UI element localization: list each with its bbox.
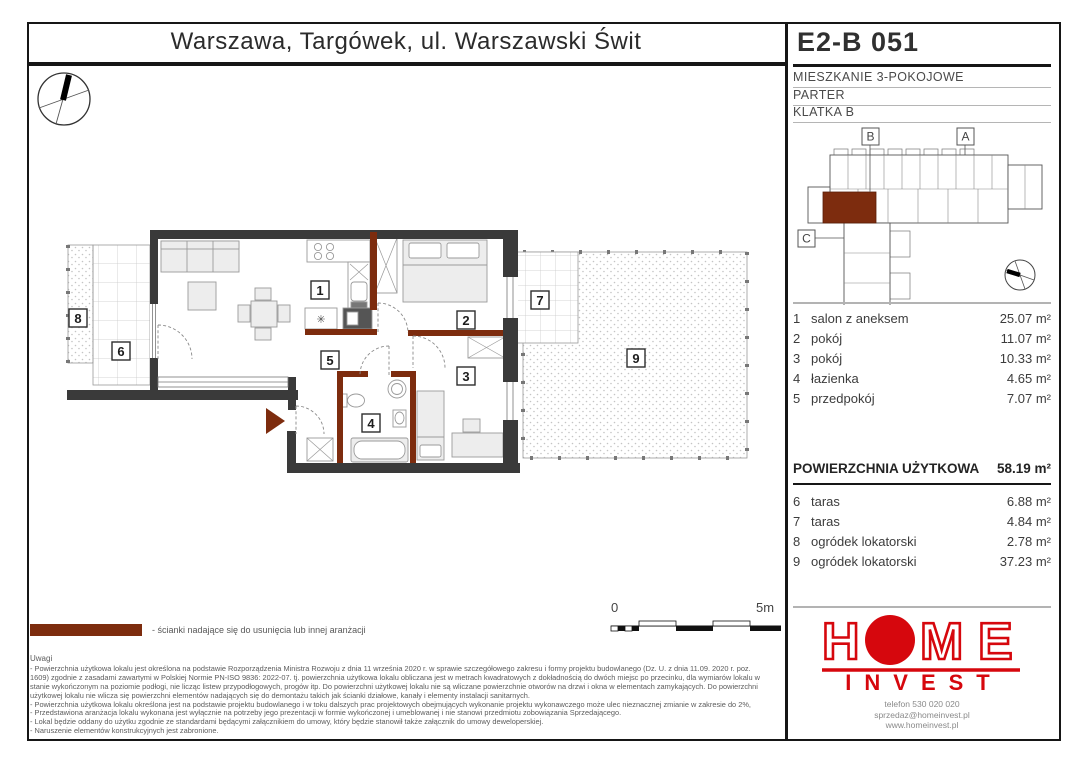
unit-floor: PARTER: [793, 88, 1051, 106]
north-compass-icon: [33, 68, 95, 130]
room-area: 6.88 m²: [1006, 494, 1051, 509]
entry-closet: [307, 438, 333, 461]
total-label: POWIERZCHNIA UŻYTKOWA: [793, 461, 980, 476]
room-no: 9: [793, 554, 801, 569]
page-title: Warszawa, Targówek, ul. Warszawski Świt: [170, 28, 642, 55]
room-label-5: 5: [326, 352, 334, 368]
chair: [463, 419, 480, 432]
room-area: 11.07 m²: [1000, 331, 1051, 346]
note-item: - Lokal będzie oddany do użytku zgodnie ze standardami będącymi załącznikiem do umowy, który będzie stanowił także załącznik do umowy deweloperskiej.: [30, 717, 544, 727]
room-no: 7: [793, 514, 801, 529]
logo-letter-o-circle: [865, 615, 915, 665]
room-label-6: 6: [117, 343, 125, 359]
building-key-plan: [788, 123, 1060, 305]
room-no: 5: [793, 391, 801, 406]
key-plan-compass-icon: [1005, 260, 1035, 290]
outdoor-row: [793, 534, 1051, 549]
room-area: 7.07 m²: [1006, 391, 1051, 406]
room-no: 3: [793, 351, 801, 366]
washing-machine: [388, 380, 406, 398]
floor-plan: [60, 225, 760, 485]
room-no: 8: [793, 534, 801, 549]
room-no: 6: [793, 494, 801, 509]
entrance-arrow: [266, 408, 285, 434]
room-row: [793, 311, 1051, 326]
room-label-8: 8: [74, 310, 82, 326]
logo-letter-h: H: [822, 613, 860, 671]
room-area: 2.78 m²: [1006, 534, 1051, 549]
room-label-1: 1: [316, 282, 324, 298]
dining-table: [251, 301, 277, 327]
marker-c: C: [802, 231, 811, 246]
usable-area-total: [793, 461, 1051, 485]
note-item: - Przedstawiona aranżacja lokalu wykonana jest wyłącznie na potrzeby jego prezentacji w formie wykończonej i umeblowanej i nie stanowi przedmiotu zobowiązania Sprzedającego.: [30, 708, 622, 718]
panel-divider-top: [793, 302, 1051, 304]
brand-contacts: [793, 699, 1051, 731]
room-label-7: 7: [536, 292, 544, 308]
home-invest-logo: [820, 609, 1026, 693]
room-area: 4.84 m²: [1006, 514, 1051, 529]
room-row: [793, 391, 1051, 406]
brand-phone: telefon 530 020 020: [884, 699, 960, 709]
note-item: - Powierzchnia użytkowa lokalu jest określona na podstawie Rozporządzenia Ministra Rozwoju z dnia 11 września 2020 r. w sprawie szczegółowego zakresu i formy projektu budowlanego (Dz. U. z dnia 11.09. 2020 r. poz. 1609) zgodnie z zasadami zawartymi w Polskiej Normie PN-ISO 9836: 2022-07. tj. powierzchnia użytkowa lokalu obliczana jest w metrach kwadratowych z dokładnością do dwóch miejsc po przecinku, dla wymiarów lokalu w stanie wykończonym na poziomie podłogi, nie licząc listew przypodłogowych, progów itp. Do powierzchni użytkowej lokalu nie są wliczane powierzchnie otworów na drzwi i okna w elementach zamykających. Do powierzchni użytkowej lokalu nie wlicza się powierzchni elementów nadających się do demontażu takich jak ścianki działowe, kanały i elementy instalacji sanitarnych.: [30, 663, 760, 700]
legend-text: - ścianki nadające się do usunięcia lub innej aranżacji: [152, 625, 366, 635]
total-value: 58.19 m²: [996, 461, 1051, 476]
outdoor-list: [793, 494, 1051, 574]
room-area: 4.65 m²: [1006, 371, 1051, 386]
logo-invest: INVEST: [845, 670, 1003, 693]
desk: [452, 433, 503, 457]
terrace-6: [93, 245, 150, 385]
room-area: 25.07 m²: [999, 311, 1051, 326]
note-item: - Powierzchnia użytkowa lokalu określona jest na podstawie projektu budowlanego i w toku dalszych prac projektowych obejmujących wykonanie projektu wykonawczego może ulec nieznacznej zmianie w zakresie do 2%,: [30, 699, 751, 709]
marker-b: B: [866, 129, 875, 144]
brand-email: sprzedaz@homeinvest.pl: [874, 709, 970, 720]
room-no: 1: [793, 311, 801, 326]
outdoor-row: [793, 554, 1051, 569]
room-row: [793, 331, 1051, 346]
room-name: pokój: [811, 351, 843, 366]
room-row: [793, 371, 1051, 386]
garden-8: [68, 245, 93, 363]
svg-text:✳: ✳: [316, 314, 326, 326]
scale-bar: [603, 596, 788, 638]
scale-start: 0: [611, 600, 619, 615]
room-name: pokój: [811, 331, 843, 346]
kitchen-sink: [351, 282, 367, 301]
room-name: taras: [811, 494, 840, 509]
room-name: taras: [811, 514, 840, 529]
room-label-3: 3: [462, 368, 470, 384]
room-no: 2: [793, 331, 801, 346]
armchair: [188, 282, 216, 310]
outdoor-row: [793, 494, 1051, 509]
brand-website: www.homeinvest.pl: [885, 720, 959, 730]
room-list: [793, 311, 1051, 411]
panel-divider-bottom: [793, 606, 1051, 608]
logo-letter-e: E: [978, 613, 1013, 671]
key-plan-highlighted-unit: [823, 192, 876, 223]
unit-staircase: KLATKA B: [793, 105, 1051, 123]
room-area: 10.33 m²: [999, 351, 1051, 366]
unit-type: MIESZKANIE 3-POKOJOWE: [793, 70, 1051, 88]
marker-a: A: [961, 129, 970, 144]
unit-id: E2-B 051: [797, 27, 920, 57]
removable-wall-swatch: [30, 624, 142, 636]
room-label-4: 4: [367, 415, 375, 431]
note-item: - Naruszenie elementów konstrukcyjnych jest zabronione.: [30, 726, 219, 736]
notes-title: Uwagi: [30, 654, 53, 663]
room-name: łazienka: [811, 371, 859, 386]
room-no: 4: [793, 371, 801, 386]
room-row: [793, 351, 1051, 366]
room-name: salon z aneksem: [811, 311, 909, 326]
room-area: 37.23 m²: [999, 554, 1051, 569]
title-underline: [27, 62, 785, 66]
room-label-2: 2: [462, 312, 470, 328]
notes: [30, 655, 766, 736]
logo-letter-m: M: [920, 613, 964, 671]
room-name: ogródek lokatorski: [811, 534, 917, 549]
unit-id-underline: [793, 64, 1051, 67]
room-name: ogródek lokatorski: [811, 554, 917, 569]
room-label-9: 9: [632, 350, 640, 366]
scale-end: 5m: [756, 600, 775, 615]
room-name: przedpokój: [811, 391, 875, 406]
furniture: [161, 238, 505, 462]
outdoor-row: [793, 514, 1051, 529]
